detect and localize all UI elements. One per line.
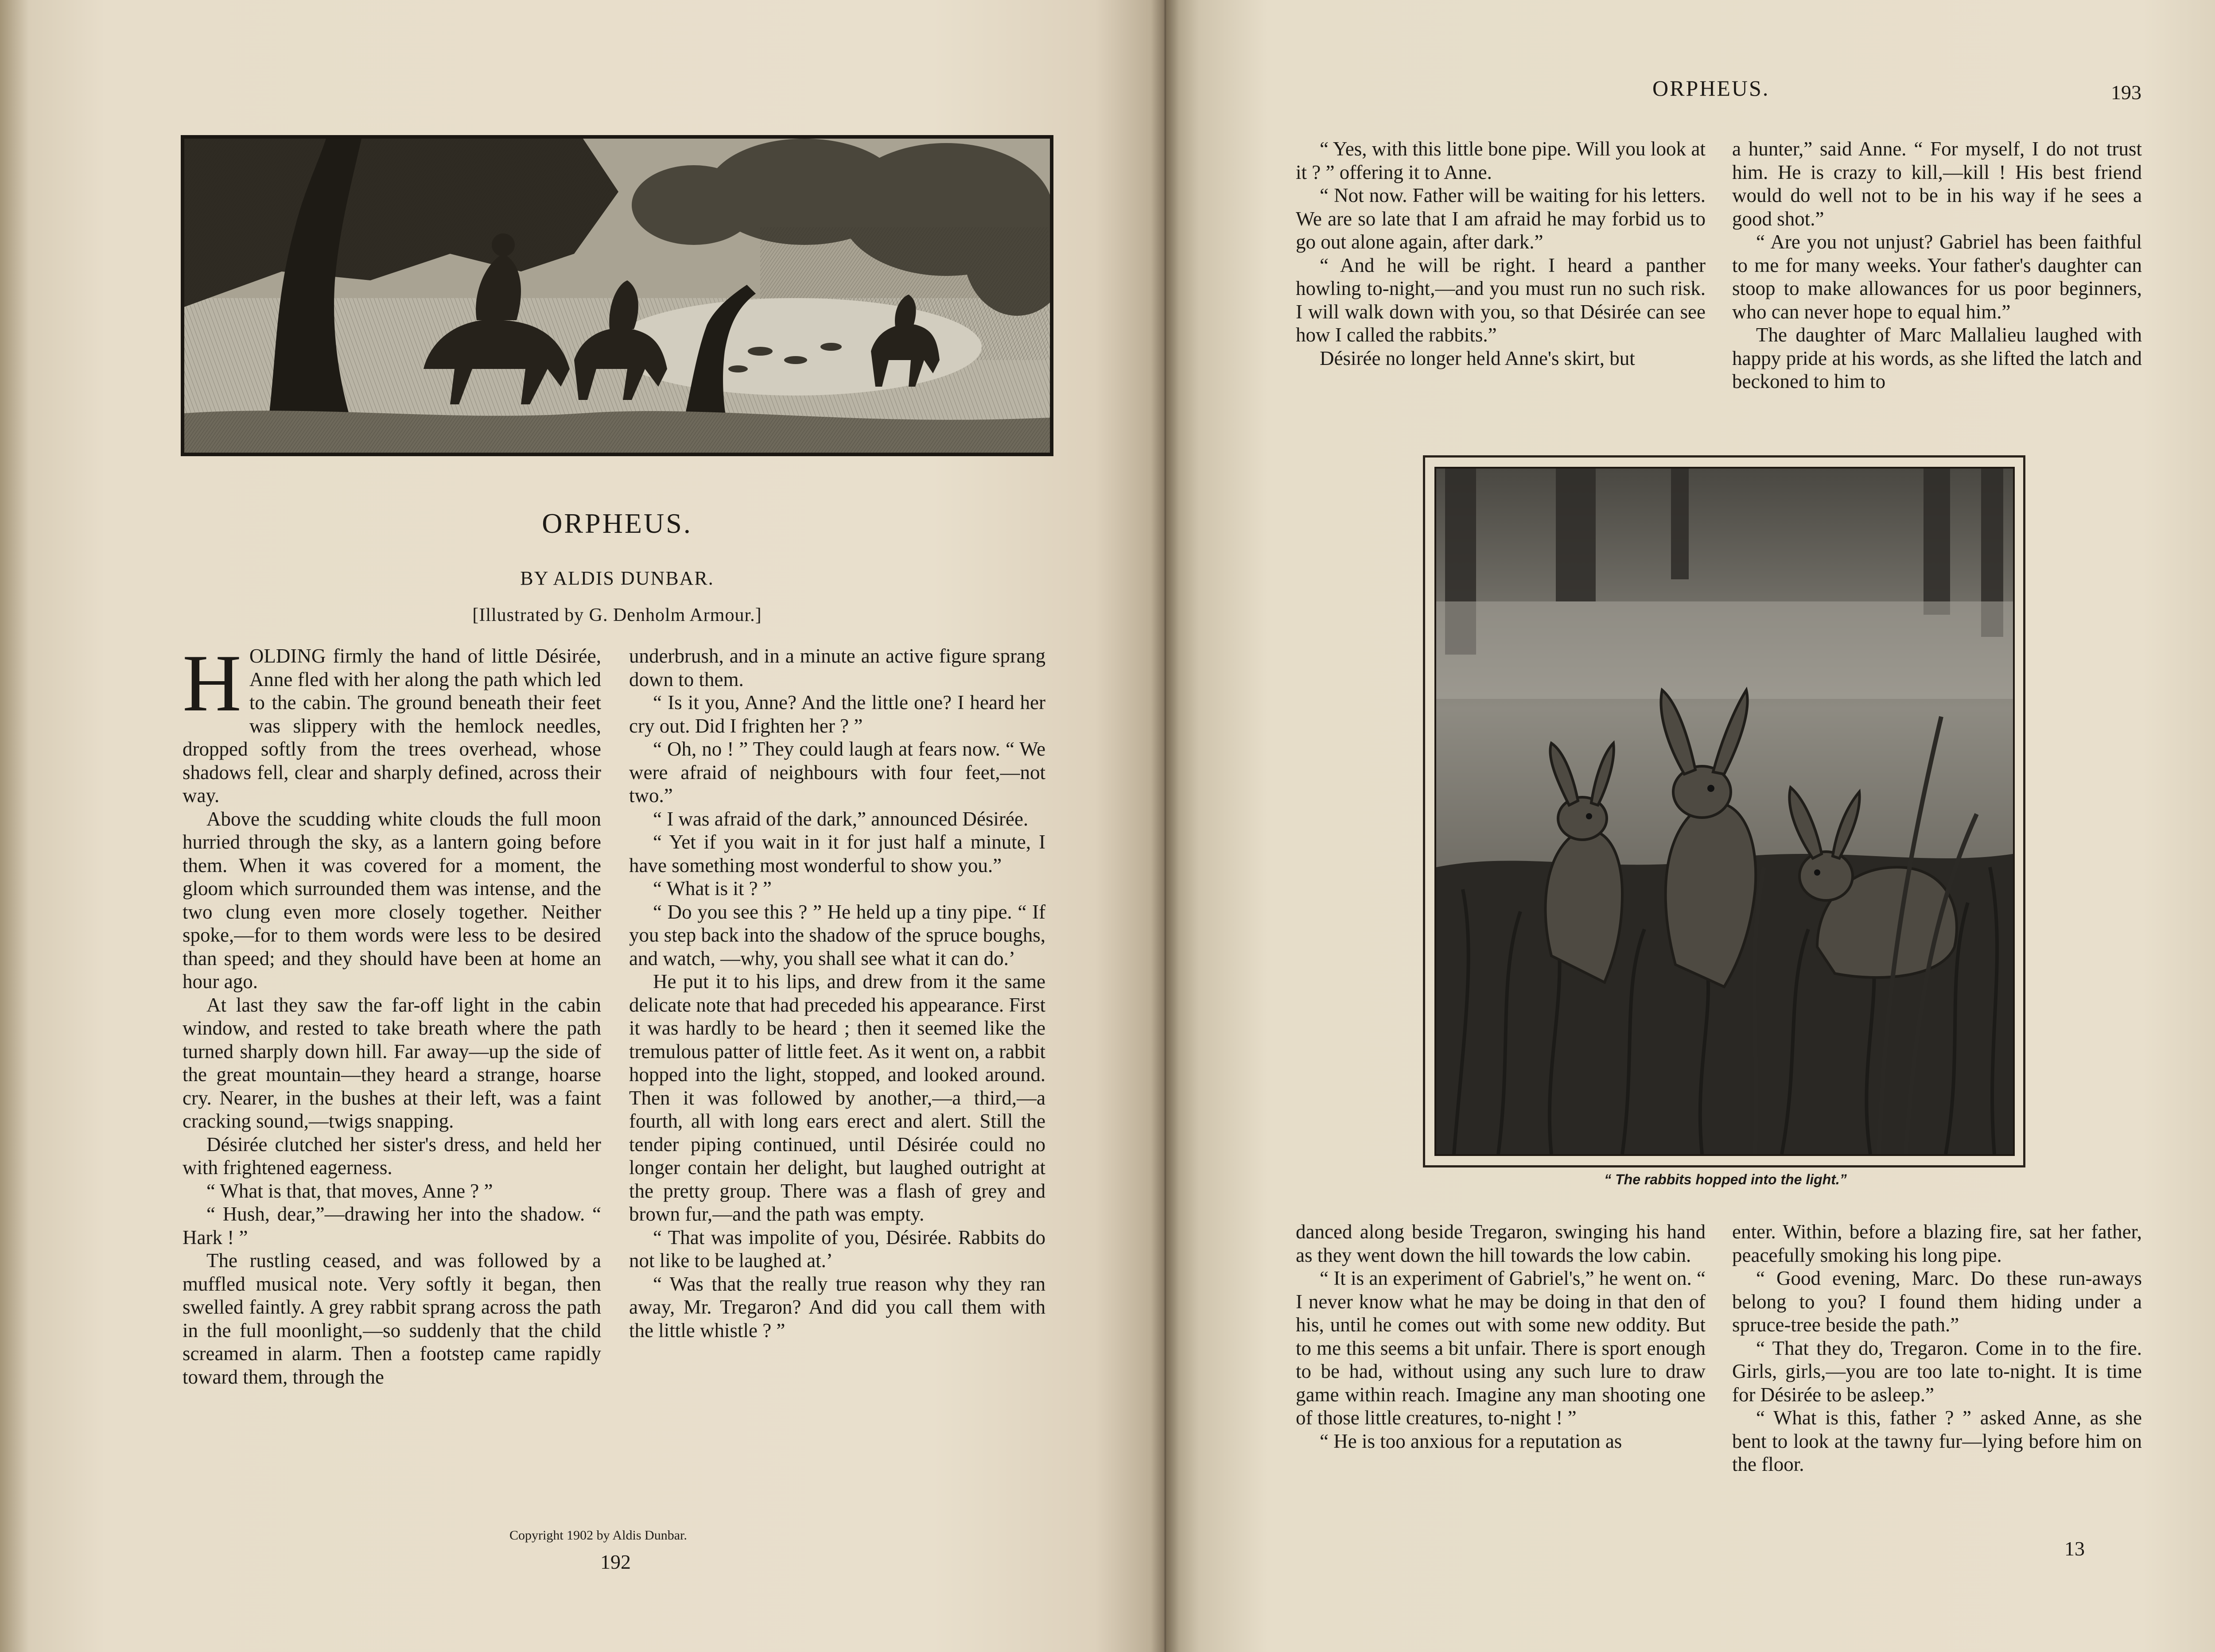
opening-text: OLDING firmly the hand of little Désirée, Anne fled with her along the path which led to the cabin. The ground beneath their feet was slippery with the hemlock needles, dropped softly from the trees overhead, whose shadows fell, clear and sharply defined, across their way. xyxy=(183,645,601,807)
paragraph: Désirée clutched her sister's dress, and held her with frightened eagerness. xyxy=(183,1133,601,1179)
rabbits-illustration xyxy=(1434,467,2015,1156)
paragraph: Désirée no longer held Anne's skirt, but xyxy=(1320,347,1635,369)
paragraph: “ Do you see this ? ” He held up a tiny pipe. “ If you step back into the shadow of the spruce boughs, and watch, —why, you shall see what it can do.’ xyxy=(629,900,1045,969)
paragraph: danced along beside Tregaron, swinging his hand as they went down the hill towards the low cabin. xyxy=(1296,1221,1706,1266)
paragraph: “ Oh, no ! ” They could laugh at fears now. “ We were afraid of neighbours with four feet,—not two.” xyxy=(629,738,1045,807)
paragraph: “ Not now. Father will be waiting for his letters. We are so late that I am afraid he may forbid us to go out alone again, after dark.” xyxy=(1296,184,1706,253)
paragraph: Above the scudding white clouds the full moon hurried through the sky, as a lantern going before them. When it was covered for a moment, the gloom which surrounded them was intense, and the two clung even more closely together. Neither spoke,—for to them words were less to be desired than speed; and they should have been at home an hour ago. xyxy=(183,807,601,993)
paragraph: “ That was impolite of you, Désirée. Rabbits do not like to be laughed at.’ xyxy=(629,1226,1045,1272)
book-gutter xyxy=(1151,0,1179,1652)
paragraph: “ What is this, father ? ” asked Anne, as she bent to look at the tawny fur—lying before him on the floor. xyxy=(1732,1407,2142,1475)
running-head: ORPHEUS. xyxy=(1652,76,1770,101)
page-number-right: 193 xyxy=(2111,81,2141,104)
copyright-notice: Copyright 1902 by Aldis Dunbar. xyxy=(509,1528,687,1543)
paragraph: “ Was that the really true reason why they ran away, Mr. Tregaron? And did you call them with the little whistle ? ” xyxy=(629,1272,1045,1342)
paragraph: The rustling ceased, and was followed by a muffled musical note. Very softly it began, then swelled faintly. A grey rabbit sprang across the path in the full moonlight,—so suddenly that the child screamed in alarm. Then a footstep came rapidly toward them, through the xyxy=(183,1249,601,1388)
text-column-2 xyxy=(629,644,1045,1342)
text-column-4 xyxy=(1732,137,2142,393)
paragraph: The daughter of Marc Mallalieu laughed with happy pride at his words, as she lifted the latch and beckoned to him to xyxy=(1732,324,2142,392)
paragraph: “ I was afraid of the dark,” announced Désirée. xyxy=(653,807,1029,830)
paragraph: a hunter,” said Anne. “ For myself, I do not trust him. He is crazy to kill,—kill ! His best friend would do well not to be in his way if he sees a good shot.” xyxy=(1732,138,2142,230)
paragraph: “ What is it ? ” xyxy=(653,877,772,900)
illustrator-credit: [Illustrated by G. Denholm Armour.] xyxy=(472,605,762,625)
page-number-left: 192 xyxy=(600,1551,631,1573)
signature-mark: 13 xyxy=(2064,1537,2085,1560)
rabbits-drawing xyxy=(1436,469,2013,1154)
hunting-scene-drawing xyxy=(184,139,1050,453)
paragraph: “ That they do, Tregaron. Come in to the fire. Girls, girls,—you are too late to-night. It is time for Désirée to be asleep.” xyxy=(1732,1337,2142,1406)
paragraph: “ Are you not unjust? Gabriel has been faithful to me for many weeks. Your father's daughter can stoop to make allowances for us poor beginners, who can never hope to equal him.” xyxy=(1732,231,2142,323)
paragraph: “ Hush, dear,”—drawing her into the shadow. “ Hark ! ” xyxy=(183,1203,601,1249)
text-column-5 xyxy=(1296,1220,1706,1453)
paragraph: “ And he will be right. I heard a panther howling to-night,—and you must run no such risk. I will walk down with you, so that Désirée can see how I called the rabbits.” xyxy=(1296,254,1706,346)
paragraph: enter. Within, before a blazing fire, sat her father, peacefully smoking his long pipe. xyxy=(1732,1221,2142,1266)
illustration-caption: “ The rabbits hopped into the light.” xyxy=(1604,1171,1847,1187)
article-title: ORPHEUS. xyxy=(542,508,692,539)
text-column-3 xyxy=(1296,137,1706,370)
article-byline: BY ALDIS DUNBAR. xyxy=(520,567,714,589)
paragraph: “ Yes, with this little bone pipe. Will you look at it ? ” offering it to Anne. xyxy=(1296,138,1706,183)
paragraph: “ Yet if you wait in it for just half a minute, I have something most wonderful to show you.” xyxy=(629,831,1045,876)
paragraph: He put it to his lips, and drew from it the same delicate note that had preceded his appearance. First it was hardly to be heard ; then it seemed like the tremulous patter of little feet. As it went on, a rabbit hopped into the light, stopped, and looked around. Then it was followed by another,—a third,—a fourth, all with long ears erect and alert. Still the tender piping continued, until Désirée could no longer contain her delight, but laughed outright at the pretty group. There was a flash of grey and brown fur,—and the path was empty. xyxy=(629,970,1045,1225)
text-column-1 xyxy=(183,638,601,1388)
paragraph: At last they saw the far-off light in the cabin window, and rested to take breath where the path turned sharply down hill. Far away—up the side of the great mountain—they heard a strange, hoarse cry. Nearer, in the bushes at their left, was a faint cracking sound,—twigs snapping. xyxy=(183,993,601,1132)
paragraph: “ Good evening, Marc. Do these run-aways belong to you? I found them hiding under a spruce-tree beside the path.” xyxy=(1732,1267,2142,1336)
paragraph: “ It is an experiment of Gabriel's,” he went on. “ I never know what he may be doing in that den of his, until he comes out with some new oddity. But to me this seems a bit unfair. There is sport enough to be had, without using any such lure to draw game within reach. Imagine any man shooting one of those little creatures, to-night ! ” xyxy=(1296,1267,1706,1429)
hunting-scene-engraving xyxy=(181,135,1053,456)
text-column-6 xyxy=(1732,1220,2142,1476)
paragraph: “ He is too anxious for a reputation as xyxy=(1320,1430,1622,1452)
drop-cap: H xyxy=(183,638,241,728)
opening-paragraph xyxy=(183,638,601,807)
paragraph: underbrush, and in a minute an active figure sprang down to them. xyxy=(629,645,1045,690)
paragraph: “ Is it you, Anne? And the little one? I heard her cry out. Did I frighten her ? ” xyxy=(629,691,1045,737)
paragraph: “ What is that, that moves, Anne ? ” xyxy=(206,1179,493,1202)
